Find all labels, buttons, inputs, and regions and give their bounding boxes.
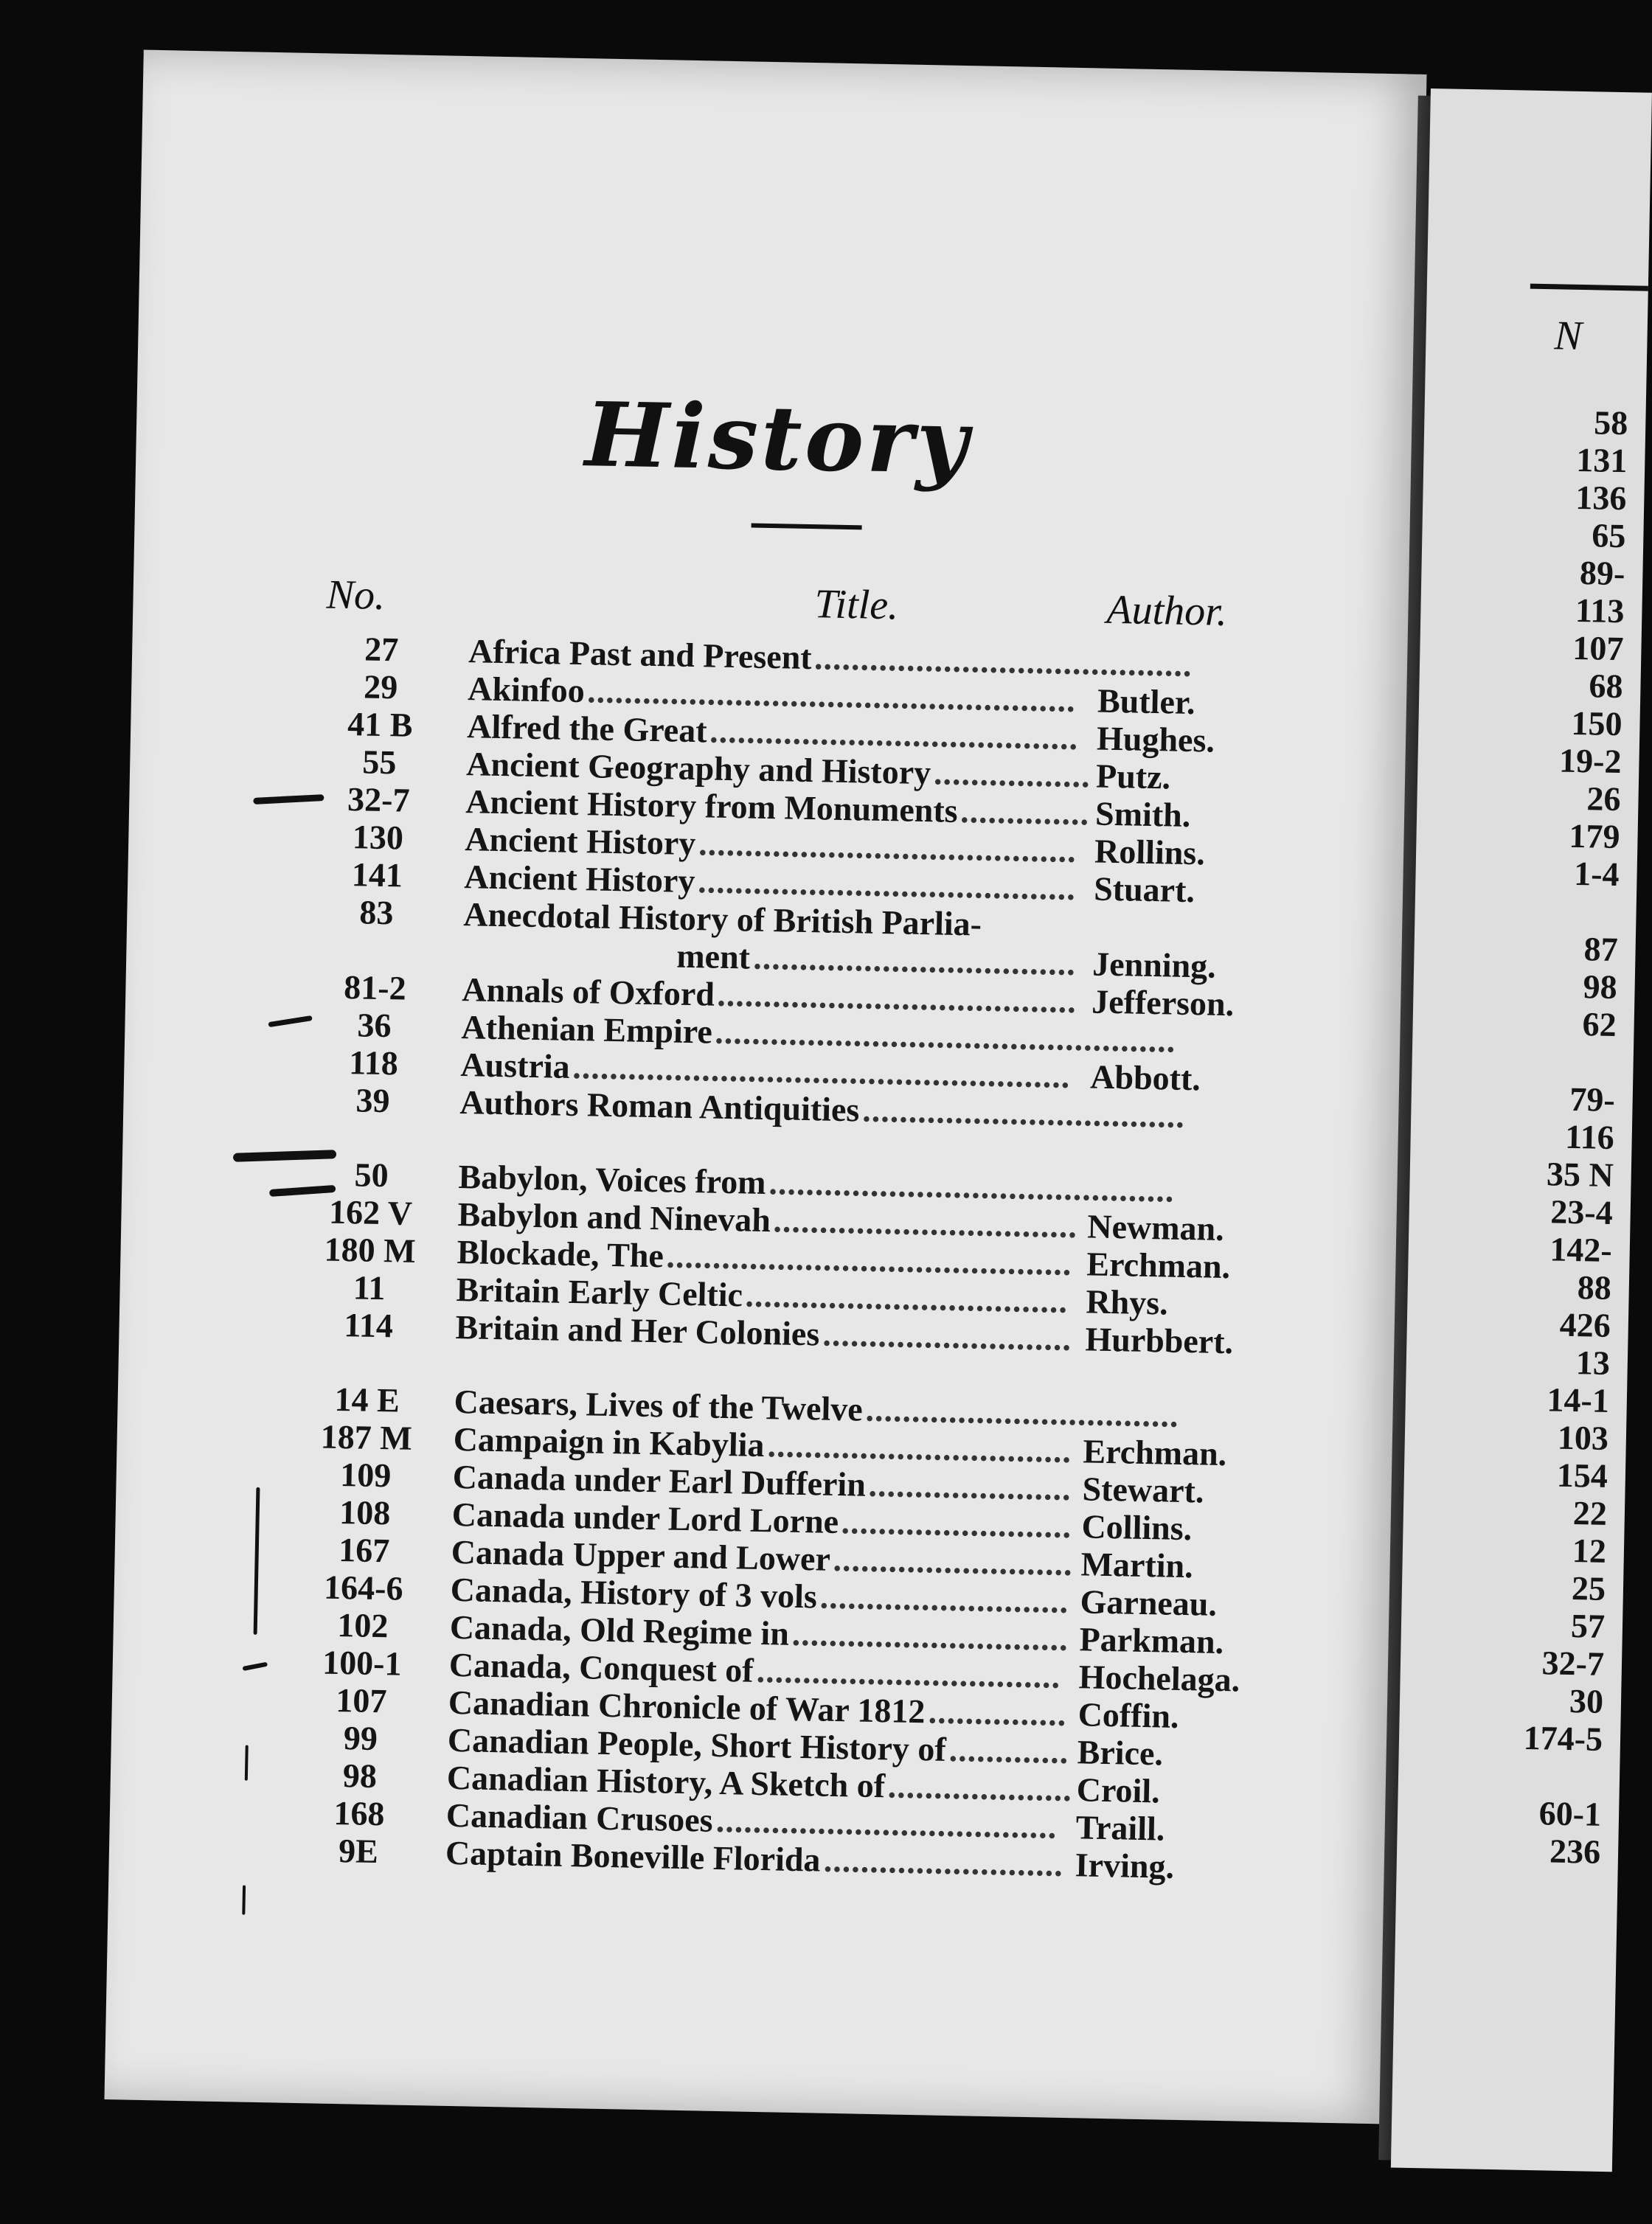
right-page-number: 32-7 (1541, 1644, 1605, 1683)
catalog-number: 11 (353, 1268, 386, 1307)
catalog-author: Putz. (1095, 757, 1171, 796)
catalog-author: Hughes. (1096, 719, 1215, 760)
right-page-number: 89- (1579, 554, 1625, 593)
leader-dots: ................................. (773, 1201, 1078, 1245)
catalog-author: Parkman. (1079, 1620, 1224, 1661)
catalog-title: Babylon and Ninevah (457, 1195, 771, 1240)
right-page-number (1462, 1754, 1603, 1795)
leader-dots: ..................................................... (586, 672, 1077, 719)
catalog-number: 141 (351, 855, 403, 894)
right-page-number: 14-1 (1547, 1380, 1610, 1419)
leader-dots: ................................... (745, 1276, 1069, 1320)
right-page-number: 103 (1557, 1418, 1609, 1457)
leader-dots: .............................. (791, 1614, 1069, 1658)
right-page-number: 426 (1559, 1305, 1611, 1344)
right-page-number (1478, 889, 1619, 930)
leader-dots: ......................................... (698, 824, 1077, 870)
leader-dots: ............................................ (666, 1237, 1072, 1283)
leader-dots: ............................................ (768, 1164, 1175, 1209)
leader-dots: ..................................... (715, 1801, 1058, 1846)
catalog-number: 100-1 (322, 1643, 403, 1683)
catalog-title: Anecdotal History of British Parlia- (462, 895, 982, 943)
right-page-number: 179 (1569, 816, 1621, 856)
catalog-number: 168 (333, 1793, 385, 1833)
right-page-number: 131 (1575, 440, 1628, 480)
catalog-author: Butler. (1097, 681, 1196, 722)
right-page-number: 98 (1583, 967, 1618, 1007)
leader-dots: .......................... (823, 1841, 1064, 1883)
catalog-number: 32-7 (347, 780, 411, 819)
leader-dots: ........................... (819, 1577, 1069, 1621)
right-page-number: 25 (1571, 1569, 1606, 1608)
right-page-number: 57 (1570, 1607, 1606, 1645)
right-page-number: 174-5 (1523, 1718, 1603, 1758)
catalog-title: Captain Boneville Florida (445, 1833, 821, 1879)
catalog-title: Akinfoo (467, 670, 586, 710)
leader-dots: ................................. (756, 1651, 1061, 1695)
right-page-number: 1-4 (1573, 854, 1620, 894)
leader-dots: .......................... (833, 1540, 1074, 1583)
right-page-number: 116 (1564, 1117, 1615, 1157)
left-page (104, 50, 1426, 2124)
right-page-number: 35 N (1546, 1155, 1614, 1195)
leader-dots: .................................. (865, 1390, 1180, 1434)
right-page-number: 23-4 (1549, 1192, 1614, 1232)
right-page-number: 30 (1569, 1682, 1604, 1720)
catalog-number: 9E (338, 1832, 379, 1871)
catalog-number: 55 (361, 743, 397, 782)
leader-dots: ........................... (822, 1315, 1072, 1358)
catalog-author: Jenning. (1092, 945, 1217, 985)
pencil-mark (242, 1886, 246, 1915)
leader-dots: ........................................ (709, 712, 1079, 757)
catalog-author: Rhys. (1086, 1282, 1169, 1322)
right-page-numbers (1460, 401, 1628, 1870)
right-page-number: 107 (1572, 628, 1624, 668)
catalog-author: Croil. (1076, 1770, 1161, 1810)
catalog-number: 162 V (328, 1192, 413, 1232)
right-page-heading: N (1553, 313, 1583, 359)
right-page-number: 79- (1569, 1080, 1616, 1119)
leader-dots: .................... (887, 1767, 1073, 1809)
catalog-title: Austria (460, 1046, 571, 1085)
catalog-title: Britain and Her Colonies (455, 1307, 820, 1353)
catalog-author: Irving. (1075, 1846, 1175, 1886)
catalog-number: 118 (348, 1043, 399, 1083)
catalog-title: Athenian Empire (460, 1008, 713, 1051)
right-page-number: 154 (1556, 1456, 1608, 1495)
catalog-number: 98 (342, 1756, 378, 1796)
catalog-author: Abbott. (1089, 1057, 1201, 1098)
right-page-number: 88 (1577, 1268, 1612, 1307)
right-page-number: 13 (1575, 1344, 1611, 1382)
column-header-title: Title. (813, 581, 899, 629)
right-page-number: 65 (1591, 516, 1626, 555)
leader-dots: ................. (933, 754, 1092, 795)
catalog-author: Stewart. (1082, 1470, 1204, 1510)
catalog-title: Alfred the Great (466, 707, 708, 750)
right-page-number (1475, 1040, 1616, 1080)
leader-dots: ......................... (841, 1503, 1072, 1546)
right-page-number: 68 (1589, 667, 1623, 706)
leader-dots: .............. (959, 792, 1090, 833)
leader-dots: ............... (928, 1692, 1067, 1733)
leader-dots: ....................................... (716, 975, 1077, 1021)
right-page-number: 19-2 (1558, 741, 1622, 781)
catalog-number: 50 (354, 1156, 389, 1195)
column-header-author: Author. (1106, 586, 1228, 635)
right-page-number: 150 (1571, 703, 1622, 743)
catalog-number: 27 (364, 630, 399, 669)
right-page-rule (1530, 284, 1648, 291)
catalog-number: 167 (338, 1531, 390, 1570)
right-page-number: 58 (1593, 403, 1628, 442)
catalog-author: Rollins. (1094, 832, 1206, 872)
catalog-title: Babylon, Voices from (458, 1158, 767, 1202)
right-page-number: 62 (1582, 1005, 1617, 1044)
catalog-number: 164-6 (323, 1568, 403, 1608)
leader-dots: ...................................................... (572, 1047, 1071, 1095)
page-title: History (584, 383, 972, 495)
catalog-title: ment (676, 936, 751, 976)
leader-dots: ............. (948, 1730, 1069, 1771)
catalog-author: Traill. (1075, 1808, 1165, 1848)
catalog-number: 130 (352, 818, 404, 857)
catalog-list (109, 625, 1416, 1888)
catalog-title: Canada under Earl Dufferin (452, 1457, 867, 1504)
catalog-title: Britain Early Celtic (456, 1271, 743, 1314)
leader-dots: ......................................... (697, 862, 1077, 908)
catalog-title: Canada, History of 3 vols (450, 1570, 818, 1616)
catalog-author: Coffin. (1077, 1695, 1179, 1735)
right-page-number: 12 (1572, 1532, 1607, 1570)
catalog-author: Erchman. (1086, 1245, 1231, 1286)
catalog-author: Smith. (1094, 794, 1191, 834)
catalog-title: Caesars, Lives of the Twelve (454, 1382, 864, 1428)
catalog-number: 180 M (324, 1230, 417, 1270)
catalog-author: Stuart. (1093, 869, 1195, 910)
leader-dots: ................................... (752, 938, 1077, 983)
catalog-author: Hurbbert. (1085, 1320, 1234, 1361)
catalog-title: Ancient History from Monuments (465, 782, 959, 830)
catalog-title: Ancient Geography and History (465, 745, 931, 792)
catalog-title: Blockade, The (457, 1233, 664, 1275)
right-page-number: 236 (1549, 1832, 1601, 1871)
catalog-title: Canada, Old Regime in (449, 1608, 790, 1653)
catalog-title: Canadian People, Short History of (447, 1720, 947, 1768)
leader-dots: ................................... (861, 1091, 1186, 1135)
catalog-number: 29 (363, 667, 398, 706)
catalog-author: Garneau. (1080, 1582, 1218, 1623)
catalog-number: 83 (358, 893, 394, 932)
catalog-title: Canada, Conquest of (448, 1645, 754, 1689)
catalog-title: Canada Upper and Lower (451, 1532, 831, 1578)
catalog-number: 102 (336, 1605, 389, 1645)
catalog-number: 187 M (320, 1417, 413, 1457)
catalog-number: 36 (357, 1006, 392, 1045)
catalog-author: Collins. (1081, 1507, 1193, 1548)
catalog-number: 107 (335, 1681, 387, 1720)
catalog-number: 109 (339, 1456, 392, 1495)
catalog-number: 41 B (347, 705, 413, 744)
catalog-title: Authors Roman Antiquities (459, 1083, 860, 1129)
catalog-number: 81-2 (343, 968, 407, 1007)
right-page-number: 113 (1575, 591, 1625, 630)
catalog-title: Annals of Oxford (461, 970, 715, 1013)
catalog-title: Ancient History (463, 858, 695, 900)
catalog-author: Newman. (1086, 1207, 1225, 1248)
leader-dots: ......................................... (813, 639, 1193, 684)
right-page-number: 22 (1572, 1494, 1608, 1532)
right-page-number: 87 (1583, 930, 1619, 969)
right-page-number: 26 (1586, 779, 1622, 819)
right-page-number: 60-1 (1538, 1794, 1602, 1833)
catalog-number: 99 (343, 1719, 378, 1758)
catalog-title: Canadian Crusoes (445, 1796, 714, 1839)
catalog-number: 14 E (334, 1380, 400, 1419)
catalog-number: 108 (339, 1493, 391, 1532)
catalog-title: Canada under Lord Lorne (451, 1495, 839, 1541)
right-page-fragment (1391, 88, 1652, 2172)
right-page-number: 142- (1549, 1230, 1613, 1270)
catalog-author: Jefferson. (1091, 982, 1235, 1024)
catalog-title: Africa Past and Present (468, 632, 813, 677)
catalog-author: Erchman. (1083, 1432, 1227, 1473)
catalog-author: Brice. (1077, 1733, 1164, 1773)
leader-dots: ...................... (868, 1465, 1072, 1508)
catalog-author: Hochelaga. (1078, 1658, 1240, 1699)
column-header-no: No. (326, 571, 386, 619)
catalog-title: Canadian History, A Sketch of (446, 1758, 886, 1805)
leader-dots: .................................................. (714, 1012, 1176, 1060)
catalog-title: Ancient History (464, 820, 696, 863)
leader-dots: ................................. (767, 1426, 1072, 1470)
catalog-number: 114 (343, 1306, 394, 1345)
right-page-number: 136 (1575, 478, 1627, 518)
catalog-title: Campaign in Kabylia (453, 1419, 765, 1464)
catalog-number: 39 (355, 1081, 391, 1120)
catalog-author: Martin. (1080, 1545, 1194, 1585)
catalog-title: Canadian Chronicle of War 1812 (448, 1683, 926, 1731)
title-underline (752, 523, 862, 529)
